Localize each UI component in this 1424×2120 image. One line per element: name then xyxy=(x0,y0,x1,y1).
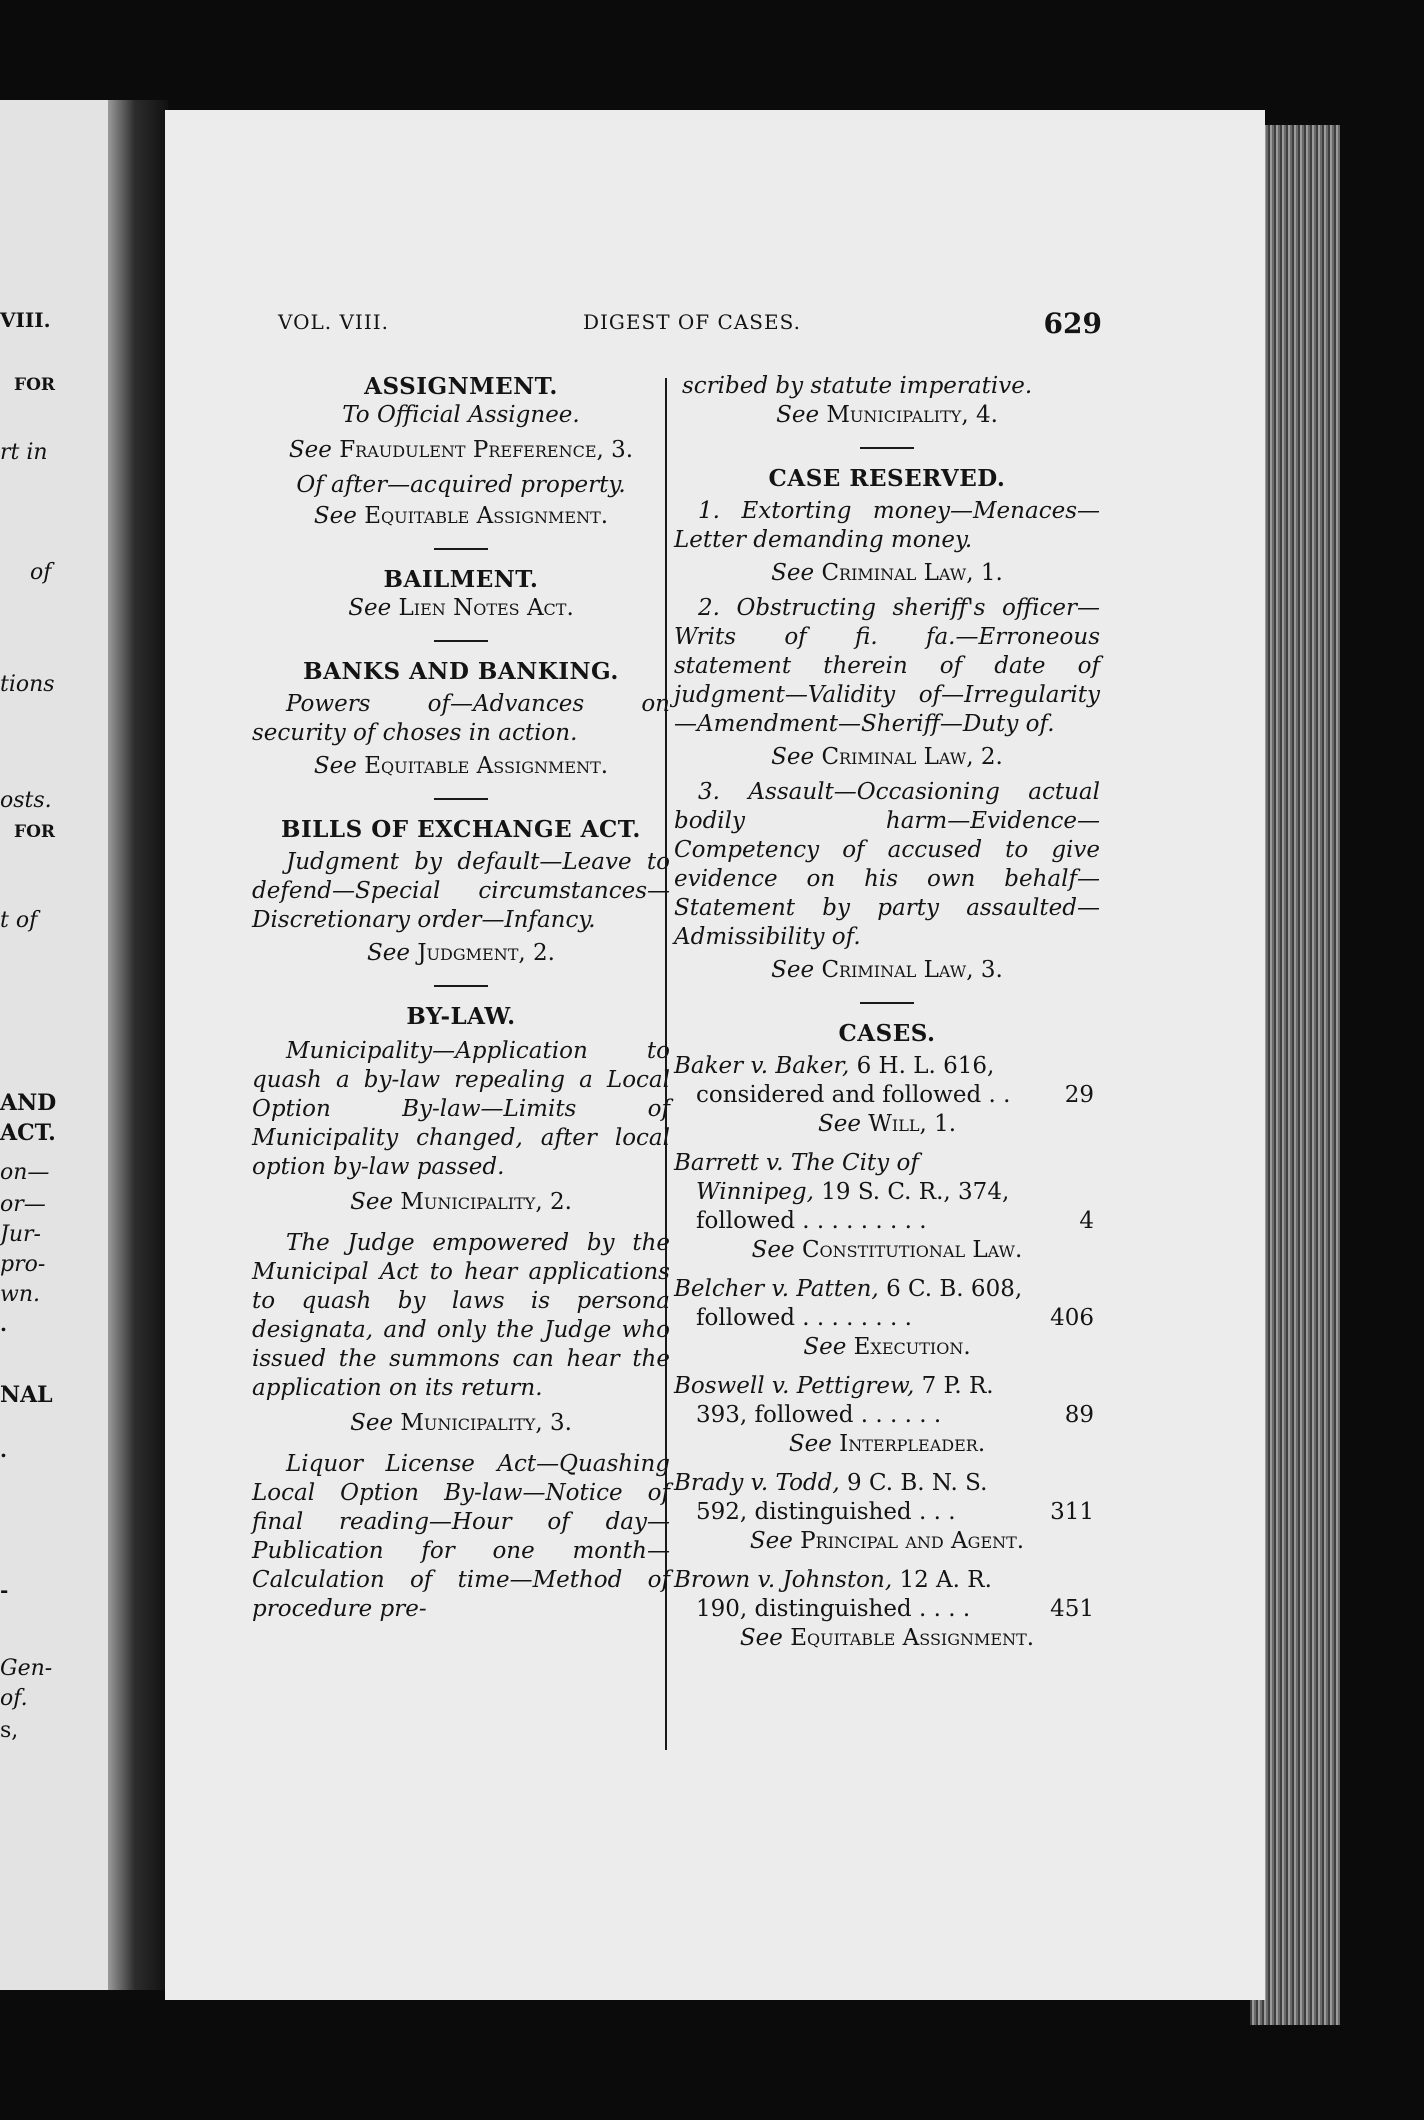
prev-page-fragment: wn. xyxy=(0,1282,40,1307)
heading-bylaw: BY-LAW. xyxy=(406,1003,516,1030)
see-reference: See Interpleader. xyxy=(788,1431,986,1457)
prev-page-fragment: . xyxy=(0,1312,7,1336)
entry-text: The Judge empowered by the Municipal Act to hear applications to quash by laws is persona designata, and only the Judge who issued the summons can hear the application on its return. xyxy=(252,1230,670,1401)
prev-page-fragment: . xyxy=(0,1438,7,1462)
see-reference: See Will, 1. xyxy=(817,1111,957,1137)
see-reference: See Municipality, 3. xyxy=(350,1410,572,1436)
prev-page-fragment: of xyxy=(30,560,52,585)
prev-page-fragment: of. xyxy=(0,1686,28,1711)
left-column xyxy=(252,372,670,1624)
page-number: 629 xyxy=(1043,307,1102,340)
heading-bailment: BAILMENT. xyxy=(383,566,539,593)
case-entry: Boswell v. Pettigrew, 7 P. R. 393, followed . . . . . . 89 xyxy=(674,1373,1094,1428)
prev-page-fragment: rt in xyxy=(0,440,48,465)
heading-bills: BILLS OF EXCHANGE ACT. xyxy=(281,816,641,843)
section-divider xyxy=(434,548,488,550)
section-divider xyxy=(860,1002,914,1004)
prev-page-fragment: FOR xyxy=(14,375,56,395)
entry-text: 3. Assault—Occasioning actual bodily harm—Evidence—Competency of accused to give evidence on his own behalf—Statement by party assaulted—Admissibility of. xyxy=(674,779,1100,950)
running-title: DIGEST OF CASES. xyxy=(583,310,801,334)
see-reference: See Municipality, 2. xyxy=(350,1189,572,1215)
heading-assignment: ASSIGNMENT. xyxy=(364,373,558,400)
see-reference: See Equitable Assignment. xyxy=(313,753,609,779)
entry-text: Liquor License Act—Quashing Local Option By-law—Notice of final reading—Hour of day—Publication for one month—Calculation of time—Method of procedure pre- xyxy=(252,1451,670,1622)
prev-page-fragment: FOR xyxy=(14,822,56,842)
case-entry: Belcher v. Patten, 6 C. B. 608, followed . . . . . . . . 406 xyxy=(674,1276,1094,1331)
section-divider xyxy=(434,798,488,800)
entry-text: Municipality—Application to quash a by-law repealing a Local Option By-law—Limits of Municipality changed, after local option by-law passed. xyxy=(252,1038,670,1180)
see-reference: See Principal and Agent. xyxy=(749,1528,1025,1554)
subheading: Of after—acquired property. xyxy=(296,472,626,498)
prev-page-fragment: AND xyxy=(0,1090,57,1116)
entry-text: 1. Extorting money—Menaces—Letter demanding money. xyxy=(674,498,1100,553)
case-entry: Brady v. Todd, 9 C. B. N. S. 592, distinguished . . . 311 xyxy=(674,1470,1094,1525)
subheading: To Official Assignee. xyxy=(342,402,580,428)
prev-page-fragment: or— xyxy=(0,1192,46,1217)
prev-page-fragment: t of xyxy=(0,908,38,933)
prev-page-fragment: pro- xyxy=(0,1252,46,1277)
prev-page-fragment: - xyxy=(0,1578,9,1602)
see-reference: See Judgment, 2. xyxy=(367,940,555,966)
book-gutter xyxy=(108,100,168,1990)
see-reference: See Criminal Law, 3. xyxy=(771,957,1003,983)
prev-page-fragment: on— xyxy=(0,1160,50,1185)
heading-case-reserved: CASE RESERVED. xyxy=(768,465,1006,492)
see-reference: See Execution. xyxy=(803,1334,971,1360)
section-divider xyxy=(434,640,488,642)
volume-label: VOL. VIII. xyxy=(278,310,389,334)
continued-text: scribed by statute imperative. xyxy=(682,373,1033,399)
case-entry: Brown v. Johnston, 12 A. R. 190, distinguished . . . . 451 xyxy=(674,1567,1094,1622)
prev-page-fragment: Gen- xyxy=(0,1656,53,1681)
entry-text: Powers of—Advances on security of choses in action. xyxy=(252,691,670,746)
case-entry: Barrett v. The City of Winnipeg, 19 S. C. R., 374, followed . . . . . . . . . 4 xyxy=(674,1150,1094,1234)
section-divider xyxy=(434,985,488,987)
see-reference: See Constitutional Law. xyxy=(751,1237,1023,1263)
entry-text: Judgment by default—Leave to defend—Special circumstances—Discretionary order—Infancy. xyxy=(252,849,670,933)
prev-page-fragment: ACT. xyxy=(0,1120,56,1146)
see-reference: See Municipality, 4. xyxy=(776,402,998,428)
right-column xyxy=(674,372,1100,1653)
heading-banks: BANKS AND BANKING. xyxy=(303,658,619,685)
prev-page-fragment: Jur- xyxy=(0,1222,41,1247)
prev-page-fragment: NAL xyxy=(0,1382,53,1408)
running-header xyxy=(278,307,1102,350)
see-reference: See Lien Notes Act. xyxy=(348,595,574,621)
see-reference: See Equitable Assignment. xyxy=(739,1625,1035,1651)
case-entry: Baker v. Baker, 6 H. L. 616, considered and followed . . 29 xyxy=(674,1053,1094,1108)
see-reference: See Criminal Law, 1. xyxy=(771,560,1003,586)
prev-page-fragment: s, xyxy=(0,1718,19,1743)
section-divider xyxy=(860,447,914,449)
heading-cases: CASES. xyxy=(838,1020,936,1047)
prev-page-fragment: tions xyxy=(0,672,55,697)
prev-page-fragment: VIII. xyxy=(0,308,51,332)
see-reference: See Criminal Law, 2. xyxy=(771,744,1003,770)
entry-text: 2. Obstructing sheriff's officer—Writs of fi. fa.—Erroneous statement therein of date of judgment—Validity of—Irregularity—Amendment—Sheriff—Duty of. xyxy=(674,595,1100,737)
see-reference: See Equitable Assignment. xyxy=(313,503,609,529)
prev-page-fragment: osts. xyxy=(0,788,52,813)
see-reference: See Fraudulent Preference, 3. xyxy=(288,437,634,463)
